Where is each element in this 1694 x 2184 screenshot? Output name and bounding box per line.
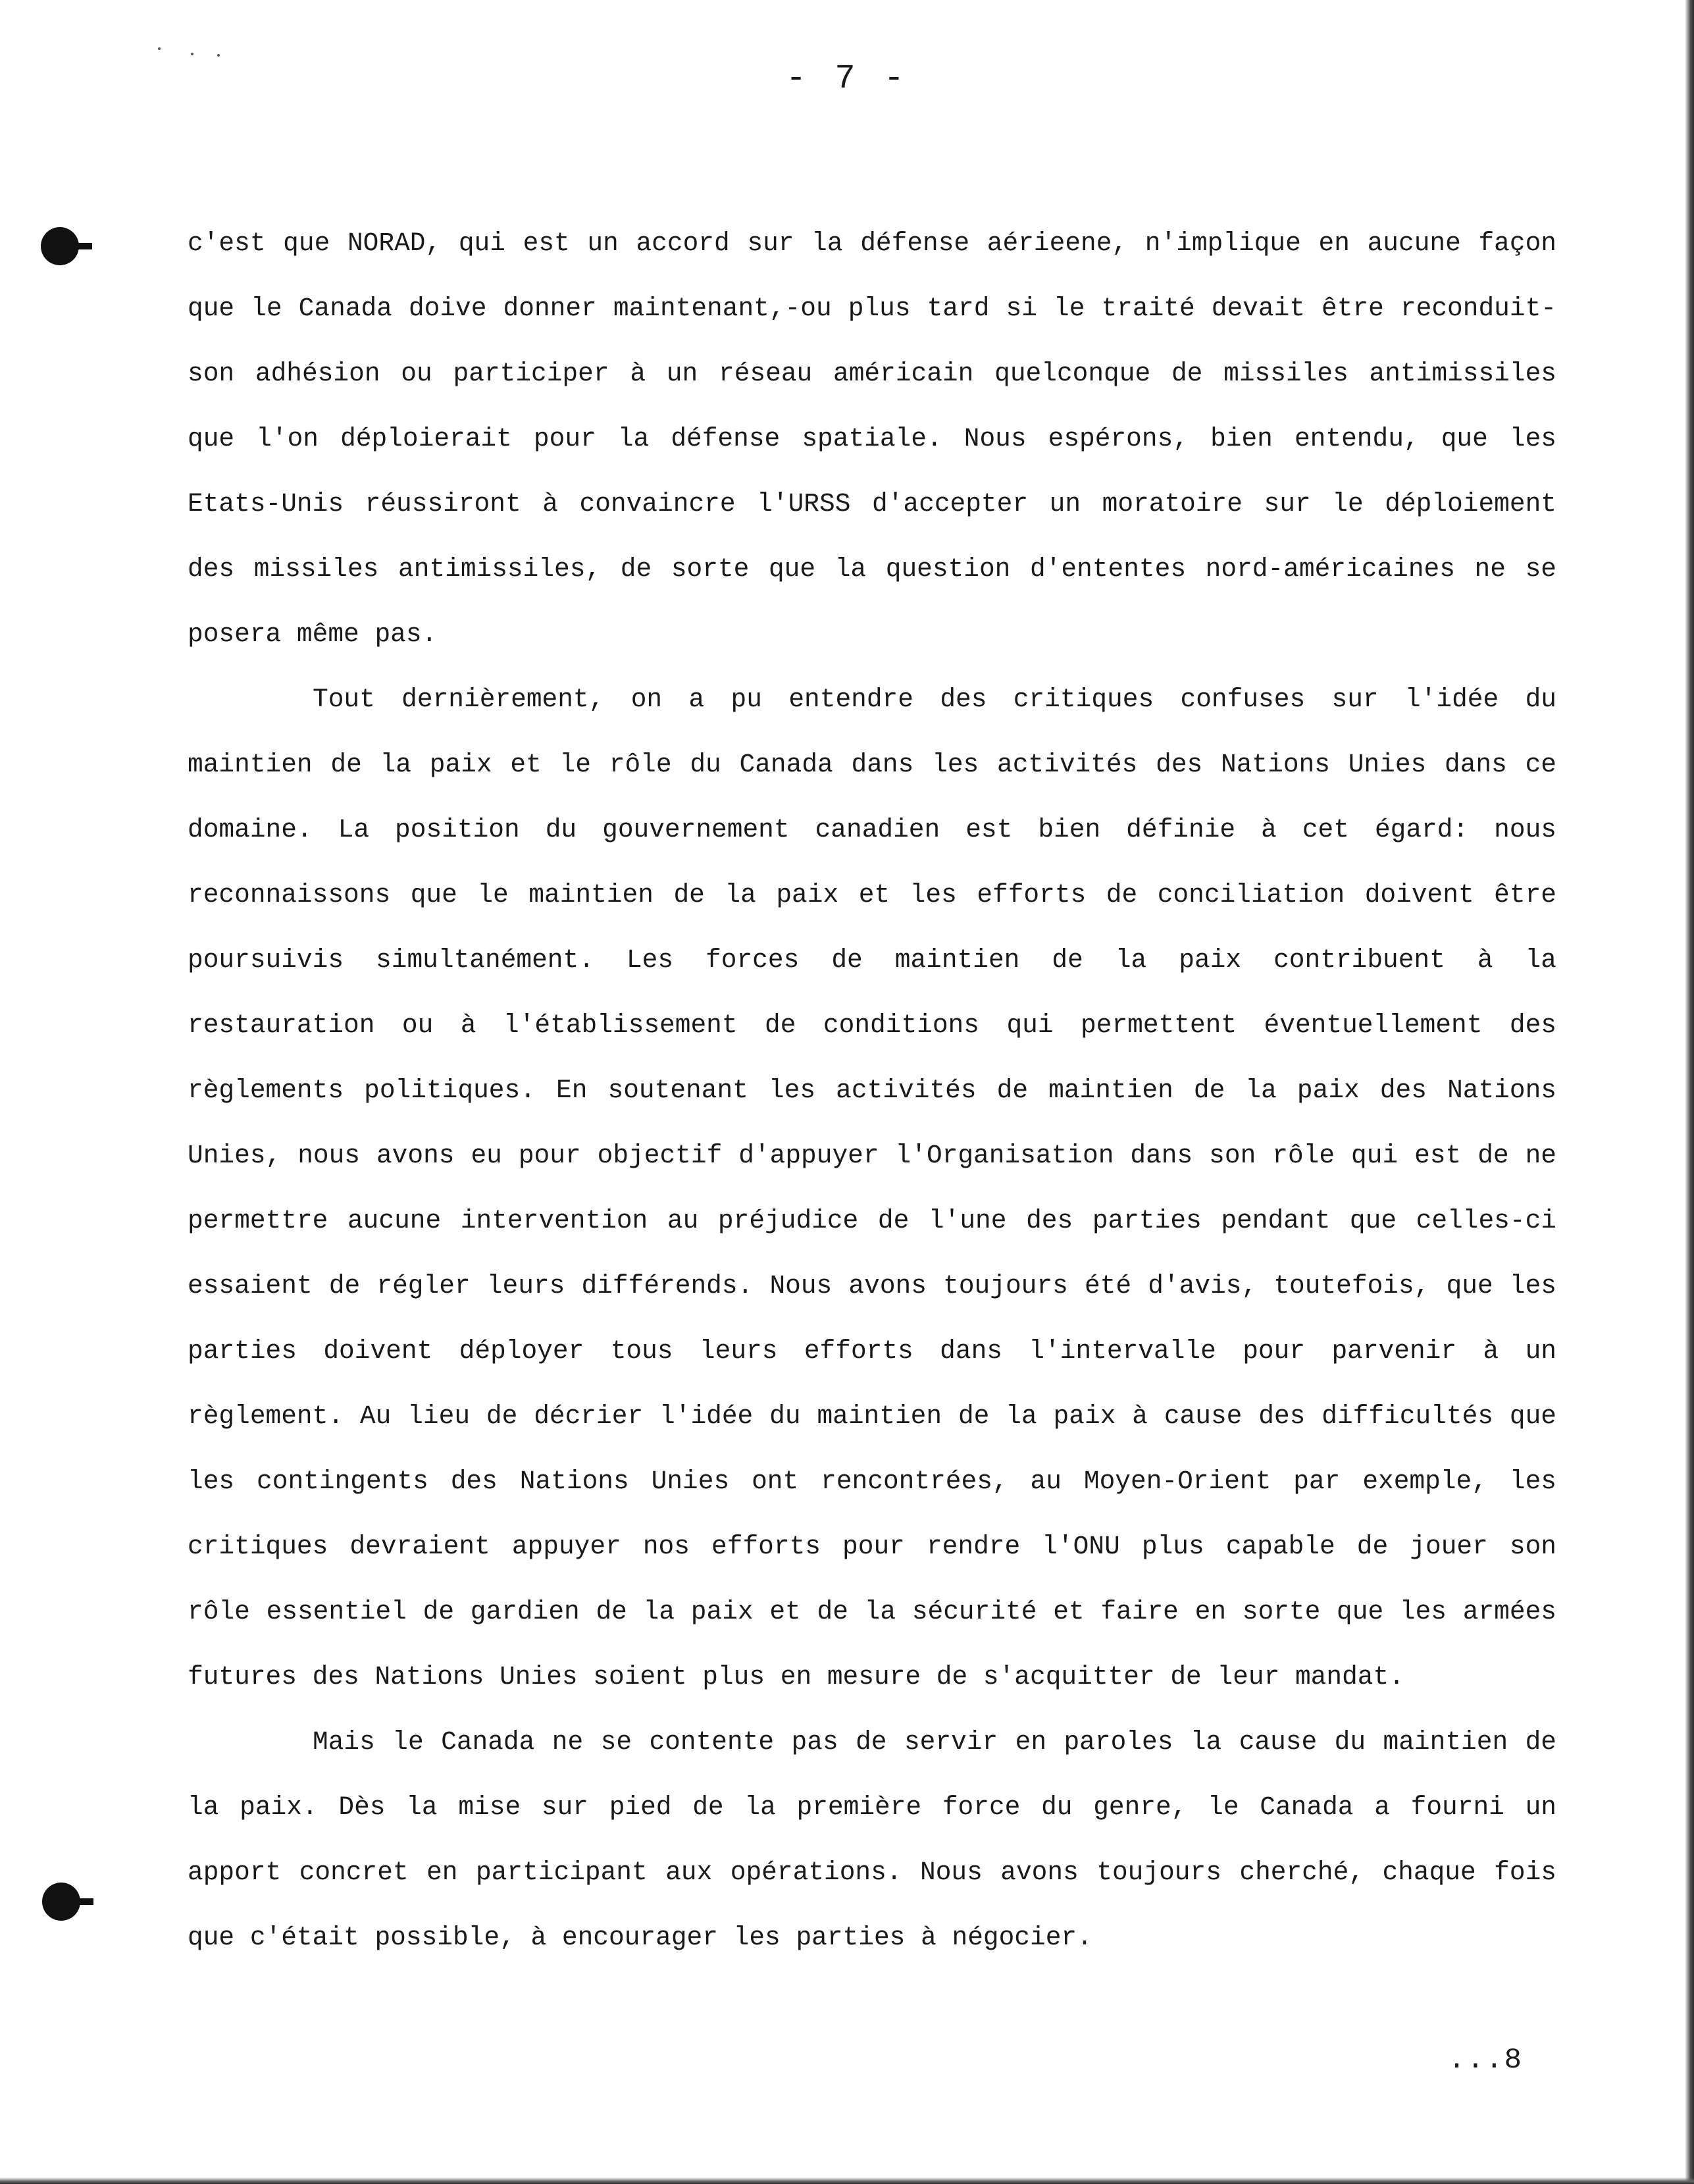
punch-hole-bottom: [42, 1883, 80, 1921]
page-number: - 7 -: [785, 59, 909, 98]
speck: [217, 54, 220, 57]
body-text: [188, 211, 1556, 1970]
punch-hole-top: [41, 227, 79, 265]
paragraph-continued: c'est que NORAD, qui est un accord sur la défense aérieene, n'implique en aucune façon que le Canada doive donner maintenant,-ou plus tard si le traité devait être reconduit-son adhésion ou participer à un réseau américain quelconque de missiles antimissiles que l'on déploierait pour la défense spatiale. Nous espérons, bien entendu, que les Etats-Unis réussiront à convaincre l'URSS d'accepter un moratoire sur le déploiement des missiles antimissiles, de sorte que la question d'ententes nord-américaines ne se posera même pas.: [188, 228, 1556, 649]
paragraph-peacekeeping: Tout dernièrement, on a pu entendre des critiques confuses sur l'idée du maintien de la paix et le rôle du Canada dans les activités des Nations Unies dans ce domaine. La position du gouvernement canadien est bien définie à cet égard: nous reconnaissons que le maintien de la paix et les efforts de conciliation doivent être poursuivis simultanément. Les forces de maintien de la paix contribuent à la restauration ou à l'établissement de conditions qui permettent éventuellement des règlements politiques. En soutenant les activités de maintien de la paix des Nations Unies, nous avons eu pour objectif d'appuyer l'Organisation dans son rôle qui est de ne permettre aucune intervention au préjudice de l'une des parties pendant que celles-ci essaient de régler leurs différends. Nous avons toujours été d'avis, toutefois, que les parties doivent déployer tous leurs efforts dans l'intervalle pour parvenir à un règlement. Au lieu de décrier l'idée du maintien de la paix à cause des difficultés que les contingents des Nations Unies ont rencontrées, au Moyen-Orient par exemple, les critiques devraient appuyer nos efforts pour rendre l'ONU plus capable de jouer son rôle essentiel de gardien de la paix et de la sécurité et faire en sorte que les armées futures des Nations Unies soient plus en mesure de s'acquitter de leur mandat.: [188, 685, 1556, 1692]
paragraph-canada-contribution: Mais le Canada ne se contente pas de servir en paroles la cause du maintien de la paix. Dès la mise sur pied de la première force du genre, le Canada a fourni un apport concret en participant aux opérations. Nous avons toujours cherché, chaque fois que c'était possible, à encourager les parties à négocier.: [188, 1727, 1556, 1952]
speck: [158, 47, 161, 50]
continuation-marker: ...8: [1448, 2044, 1523, 2077]
scan-edge-bottom: [0, 2177, 1694, 2184]
speck: [191, 53, 193, 55]
scan-edge-right: [1685, 0, 1694, 2184]
